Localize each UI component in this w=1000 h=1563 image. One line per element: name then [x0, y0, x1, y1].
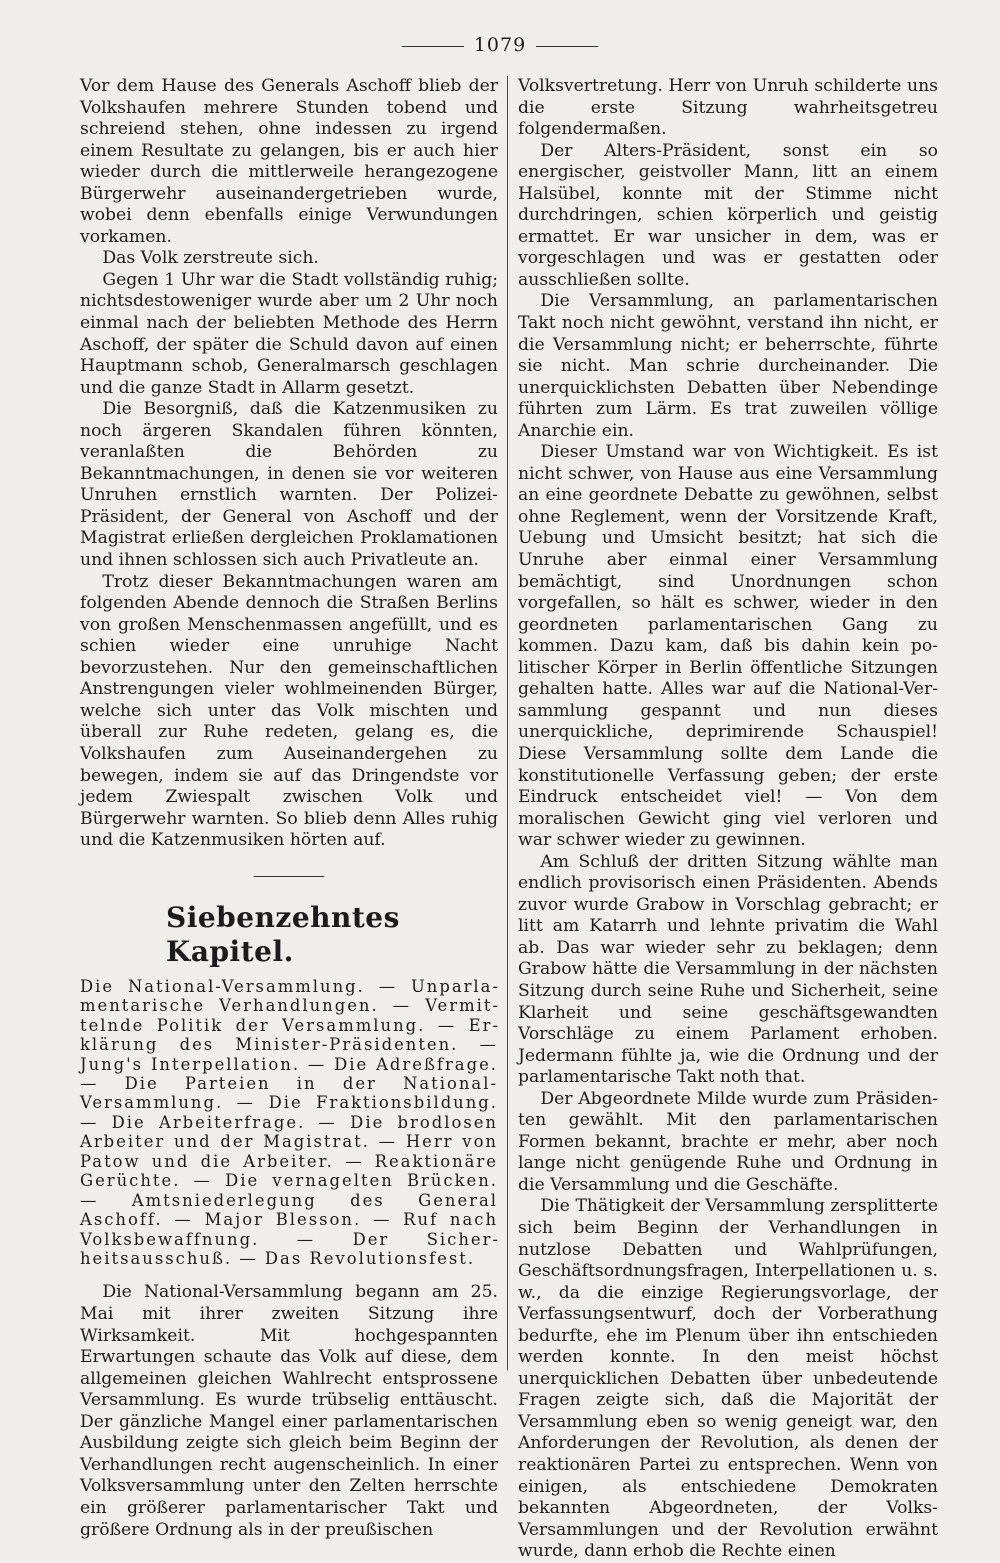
- paragraph: Vor dem Hause des Generals Aschoff blieb der Volkshaufen mehrere Stunden tobend und schreiend stehen, ohne indessen zu irgend einem Resultate zu gelangen, bis er auch hier wieder durch die mittlerweile herangezogene Bürgerwehr auseinandergetrieben wurde, wobei denn ebenfalls einige Verwundungen vorkamen.: [80, 76, 498, 247]
- chapter-summary: Die National-Versammlung. — Unparlamentarische Verhandlungen. — Vermittelnde Politik der Versammlung. — Erklärung des Minister-Präsidenten. — Jung's Interpellation. — Die Adreßfrage. — Die Parteien in der National-Versammlung. — Die Fraktionsbildung. — Die Arbeiterfrage. — Die brodlosen Arbeiter und der Magistrat. — Herr von Patow und die Arbeiter. — Reaktionäre Gerüchte. — Die vernagelten Brücken. — Amtsniederlegung des General Aschoff. — Major Blesson. — Ruf nach Volksbewaffnung. — Der Sicherheitsausschuß. — Das Revolutionsfest.: [80, 976, 498, 1269]
- right-column: [518, 76, 938, 1563]
- paragraph: Der Abgeordnete Milde wurde zum Präsidenten gewählt. Mit den parlamentarischen Formen bekannt, brachte er mehr, aber noch lange nicht genügende Ruhe und Ordnung in die Versammlung und die Geschäfte.: [518, 1088, 938, 1195]
- paragraph: Die National-Versammlung begann am 25. Mai mit ihrer zweiten Sitzung ihre Wirksamkeit. Mit hochgespannten Erwartungen schaute das Volk auf diese, dem allgemeinen gleichen Wahlrecht entsprossene Versammlung. Es wurde trübselig enttäuscht. Der gänzliche Mangel einer parlamentarischen Ausbildung zeigte sich gleich beim Beginn der Verhandlungen recht augenscheinlich. In einer Volksversammlung unter den Zelten herrschte ein größerer parlamentarischer Takt und größere Ordnung als in der preußischen: [80, 1282, 498, 1540]
- page-number-header: [0, 34, 1000, 56]
- left-column: [80, 76, 498, 1541]
- paragraph: Gegen 1 Uhr war die Stadt vollständig ruhig; nichtsdestoweniger wurde aber um 2 Uhr noch einmal nach der beliebten Methode des Herrn Aschoff, der später die Schuld davon auf einen Hauptmann schob, Generalmarsch geschlagen und die ganze Stadt in Allarm gesetzt.: [80, 269, 498, 398]
- paragraph: Dieser Umstand war von Wichtigkeit. Es ist nicht schwer, von Hause aus eine Versammlung an eine geordnete Debatte zu gewöhnen, selbst ohne Reglement, wenn der Vorsitzende Kraft, Uebung und Umsicht besitzt; hat sich die Unruhe aber einmal einer Versammlung bemächtigt, sind Unordnungen schon vorgefallen, so hält es schwer, wieder in den geordneten parlamentarischen Gang zu kommen. Dazu kam, daß bis dahin kein politischer Körper in Berlin öffentliche Sitzungen gehalten hatte. Alles war auf die National-Versammlung gespannt und nun dieses unerquickliche, deprimirende Schauspiel! Diese Versammlung sollte dem Lande die konstitutionelle Verfassung geben; der erste Eindruck entscheidet viel! — Von dem moralischen Gewicht ging viel verloren und war schwer wieder zu gewinnen.: [518, 442, 938, 851]
- paragraph: Die Versammlung, an parlamentarischen Takt noch nicht gewöhnt, verstand ihn nicht, er die Versammlung nicht; er beherrschte, führte sie nicht. Man schrie durcheinander. Die unerquicklichsten Debatten über Nebendinge führten zum Lärm. Es trat zuweilen völlige Anarchie ein.: [518, 291, 938, 441]
- paragraph: Trotz dieser Bekanntmachungen waren am folgenden Abende dennoch die Straßen Berlins von großen Menschenmassen angefüllt, und es schien wieder eine unruhige Nacht bevorzustehen. Nur den gemeinschaftlichen Anstrengungen vieler wohlmeinenden Bürger, welche sich unter das Volk mischten und überall zur Ruhe redeten, gelang es, die Volkshaufen zum Auseinandergehen zu bewegen, indem sie auf das Dringendste vor jedem Zwiespalt zwischen Volk und Bürgerwehr warnten. So blieb denn Alles ruhig und die Katzenmusiken hörten auf.: [80, 571, 498, 851]
- chapter-title: Siebenzehntes Kapitel.: [166, 900, 400, 968]
- paragraph: Am Schluß der dritten Sitzung wählte man endlich provisorisch einen Präsidenten. Abends zuvor wurde Grabow in Vorschlag gebracht; er litt am Katarrh und lehnte privatim die Wahl ab. Das war wieder sehr zu beklagen; denn Grabow hätte die Versammlung in der nächsten Sitzung durch seine Ruhe und Sicherheit, seine Klarheit und seine geschäftsgewandten Vorschläge zu einem Parlament erhoben. Jedermann fühlte ja, wie die Ordnung und der parlamentarische Takt noth that.: [518, 851, 938, 1088]
- paragraph: Das Volk zerstreute sich.: [102, 248, 319, 269]
- paragraph: Volksvertretung. Herr von Unruh schilderte uns die erste Sitzung wahrheitsgetreu folgendermaßen.: [518, 76, 938, 140]
- header-rule-right: [536, 46, 598, 47]
- header-rule-left: [402, 46, 464, 47]
- paragraph: Der Alters-Präsident, sonst ein so energischer, geistvoller Mann, litt an einem Halsübel, konnte mit der Stimme nicht durchdringen, schien körperlich und geistig ermattet. Er war unsicher in dem, was er vorgeschlagen und was er gestatten oder ausschließen sollte.: [518, 140, 938, 290]
- paragraph: Die Thätigkeit der Versammlung zersplitterte sich beim Beginn der Verhandlungen in nutzlose Debatten und Wahlprüfungen, Geschäftsordnungsfragen, Interpellationen u. s. w., da die einzige Regierungsvorlage, der Verfassungsentwurf, doch der Vorberathung bedurfte, ehe im Plenum über ihn entschieden werden konnte. In den meist höchst unerquicklichen Debatten über unbedeutende Fragen zeigte sich, daß die Majorität der Versammlung eben so wenig geneigt war, den Anforderungen der Revolution, als denen der reaktionären Partei zu entsprechen. Wenn von einigen, als entschiedene Demokraten bekannten Abgeordneten, der Volks-Versammlungen und der Revolution erwähnt wurde, dann erhob die Rechte einen: [518, 1196, 938, 1562]
- section-divider: [254, 876, 324, 877]
- page-number: 1079: [473, 34, 527, 56]
- column-divider: [507, 76, 508, 1370]
- paragraph: Die Besorgniß, daß die Katzenmusiken zu noch ärgeren Skandalen führen könnten, veranlaßten die Behörden zu Bekanntmachungen, in denen sie vor weiteren Unruhen ernstlich warnten. Der Polizei-Präsident, der General von Aschoff und der Magistrat erließen dergleichen Proklamationen und ihnen schlossen sich auch Privatleute an.: [80, 399, 498, 571]
